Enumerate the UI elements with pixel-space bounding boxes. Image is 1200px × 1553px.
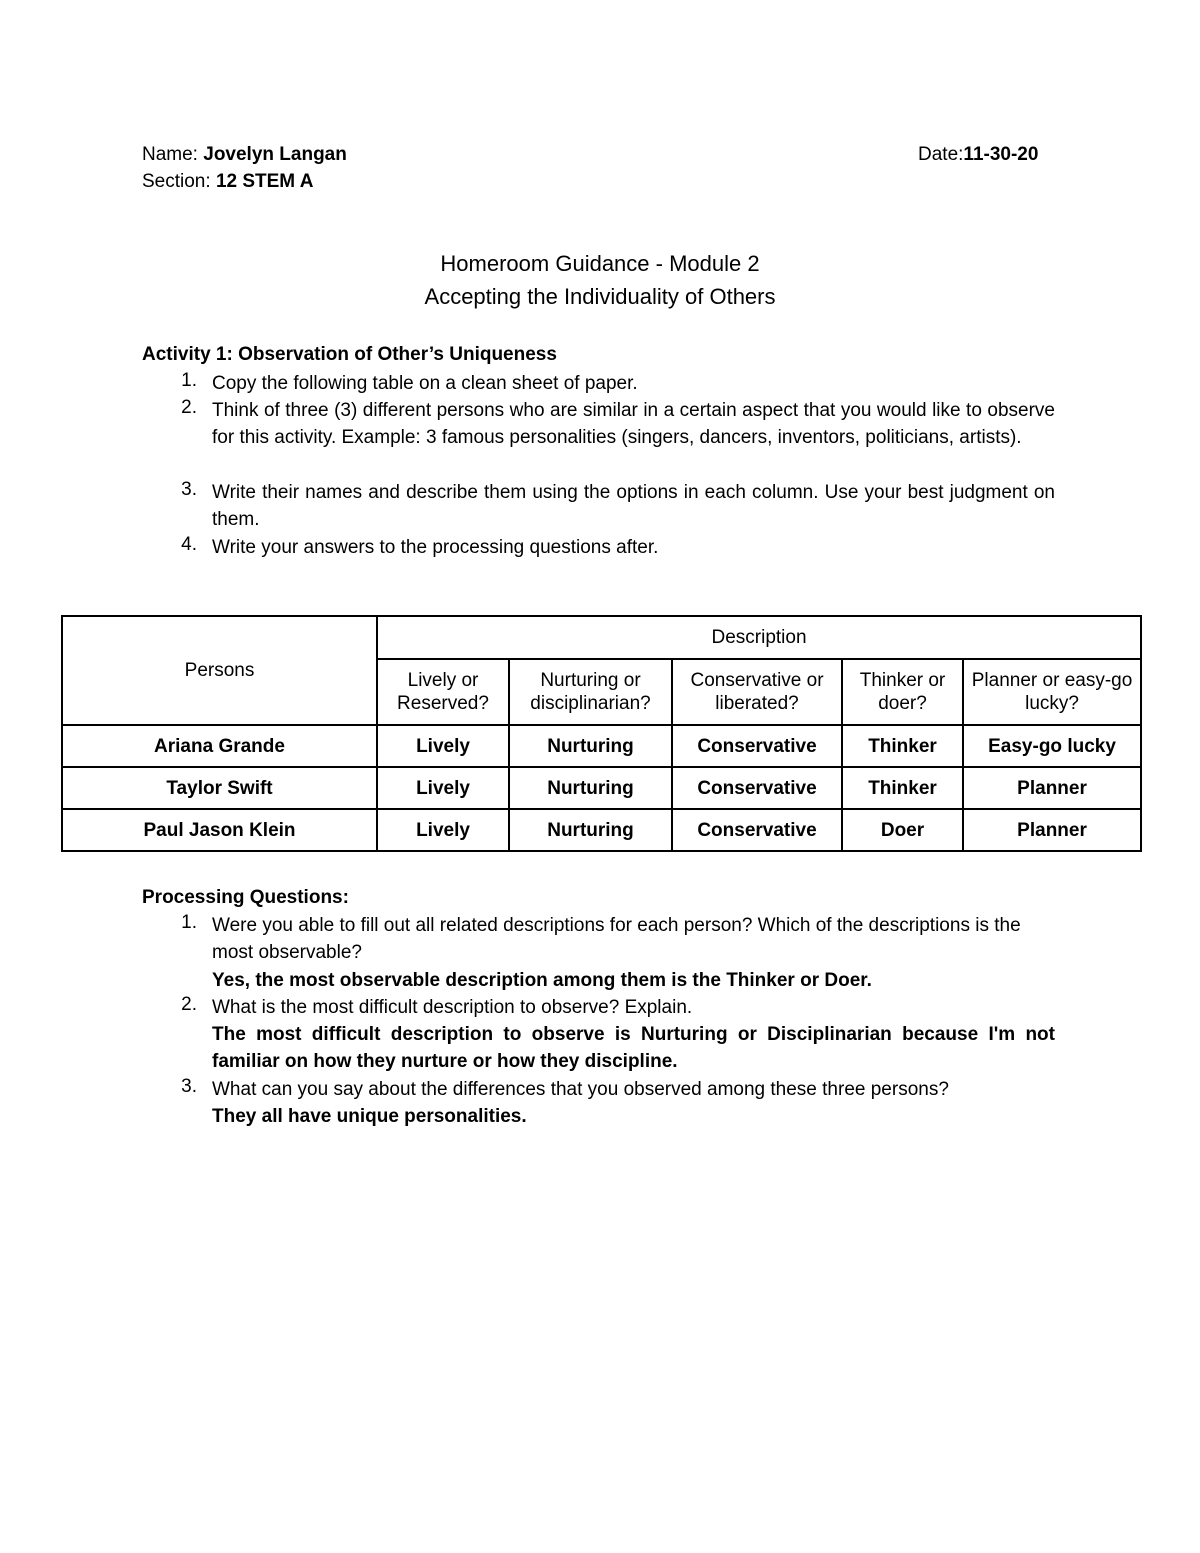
column-header: Planner or easy-go lucky? <box>963 659 1141 725</box>
persons-table <box>61 615 1142 852</box>
person-name: Paul Jason Klein <box>62 809 377 851</box>
persons-header: Persons <box>62 616 377 725</box>
step-text: Think of three (3) different persons who are similar in a certain aspect that you would like to observe for this activity. Example: 3 famous personalities (singers, dancers, inventors, politicians, artists). <box>212 400 1055 448</box>
table-cell: Lively <box>377 725 509 767</box>
date-value: 11-30-20 <box>963 144 1039 165</box>
step-number: 3. <box>181 479 197 500</box>
person-name: Ariana Grande <box>62 725 377 767</box>
question-text: What can you say about the differences that you observed among these three persons? <box>212 1079 949 1100</box>
step-number: 1. <box>181 370 197 391</box>
table-row <box>62 767 1141 809</box>
section-field <box>142 168 313 195</box>
step-text: Write their names and describe them using the options in each column. Use your best judgment on them. <box>212 482 1055 530</box>
table-cell: Doer <box>842 809 963 851</box>
question-number: 2. <box>181 994 197 1015</box>
module-title: Homeroom Guidance - Module 2 <box>440 251 760 276</box>
table-row <box>62 809 1141 851</box>
step-text: Write your answers to the processing questions after. <box>212 537 659 558</box>
answer-text: Yes, the most observable description among them is the Thinker or Doer. <box>212 970 872 991</box>
date-field <box>918 141 1038 168</box>
section-value: 12 STEM A <box>215 171 314 192</box>
table-cell: Thinker <box>842 767 963 809</box>
step-text: Copy the following table on a clean sheet of paper. <box>212 373 638 394</box>
activity-heading: Activity 1: Observation of Other’s Uniqueness <box>142 344 557 365</box>
table-cell: Lively <box>377 809 509 851</box>
name-label: Name: <box>142 144 198 165</box>
table-cell: Planner <box>963 767 1141 809</box>
processing-heading: Processing Questions: <box>142 887 349 908</box>
section-label: Section: <box>142 171 211 192</box>
table-cell: Lively <box>377 767 509 809</box>
column-header: Conservative or liberated? <box>672 659 842 725</box>
document-title: Accepting the Individuality of Others <box>424 284 776 309</box>
date-label: Date: <box>918 144 964 165</box>
column-header: Lively or Reserved? <box>377 659 509 725</box>
table-cell: Conservative <box>672 725 842 767</box>
column-header: Nurturing or disciplinarian? <box>509 659 672 725</box>
table-cell: Easy-go lucky <box>963 725 1141 767</box>
column-header: Thinker or doer? <box>842 659 963 725</box>
answer-text: The most difficult description to observe is Nurturing or Disciplinarian because I'm not familiar on how they nurture or how they discipline. <box>212 1024 1055 1072</box>
answer-text: They all have unique personalities. <box>212 1106 527 1127</box>
question-text: What is the most difficult description to observe? Explain. <box>212 997 693 1018</box>
person-name: Taylor Swift <box>62 767 377 809</box>
table-cell: Nurturing <box>509 725 672 767</box>
name-value: Jovelyn Langan <box>203 144 347 165</box>
step-number: 2. <box>181 397 197 418</box>
table-cell: Nurturing <box>509 767 672 809</box>
table-cell: Conservative <box>672 767 842 809</box>
table-row <box>62 725 1141 767</box>
question-text: Were you able to fill out all related descriptions for each person? Which of the descriptions is the most observable? <box>212 915 1021 963</box>
table-cell: Planner <box>963 809 1141 851</box>
step-number: 4. <box>181 534 197 555</box>
description-header: Description <box>377 616 1141 659</box>
table-cell: Thinker <box>842 725 963 767</box>
table-cell: Nurturing <box>509 809 672 851</box>
name-field <box>142 141 347 168</box>
table-cell: Conservative <box>672 809 842 851</box>
question-number: 3. <box>181 1076 197 1097</box>
question-number: 1. <box>181 912 197 933</box>
